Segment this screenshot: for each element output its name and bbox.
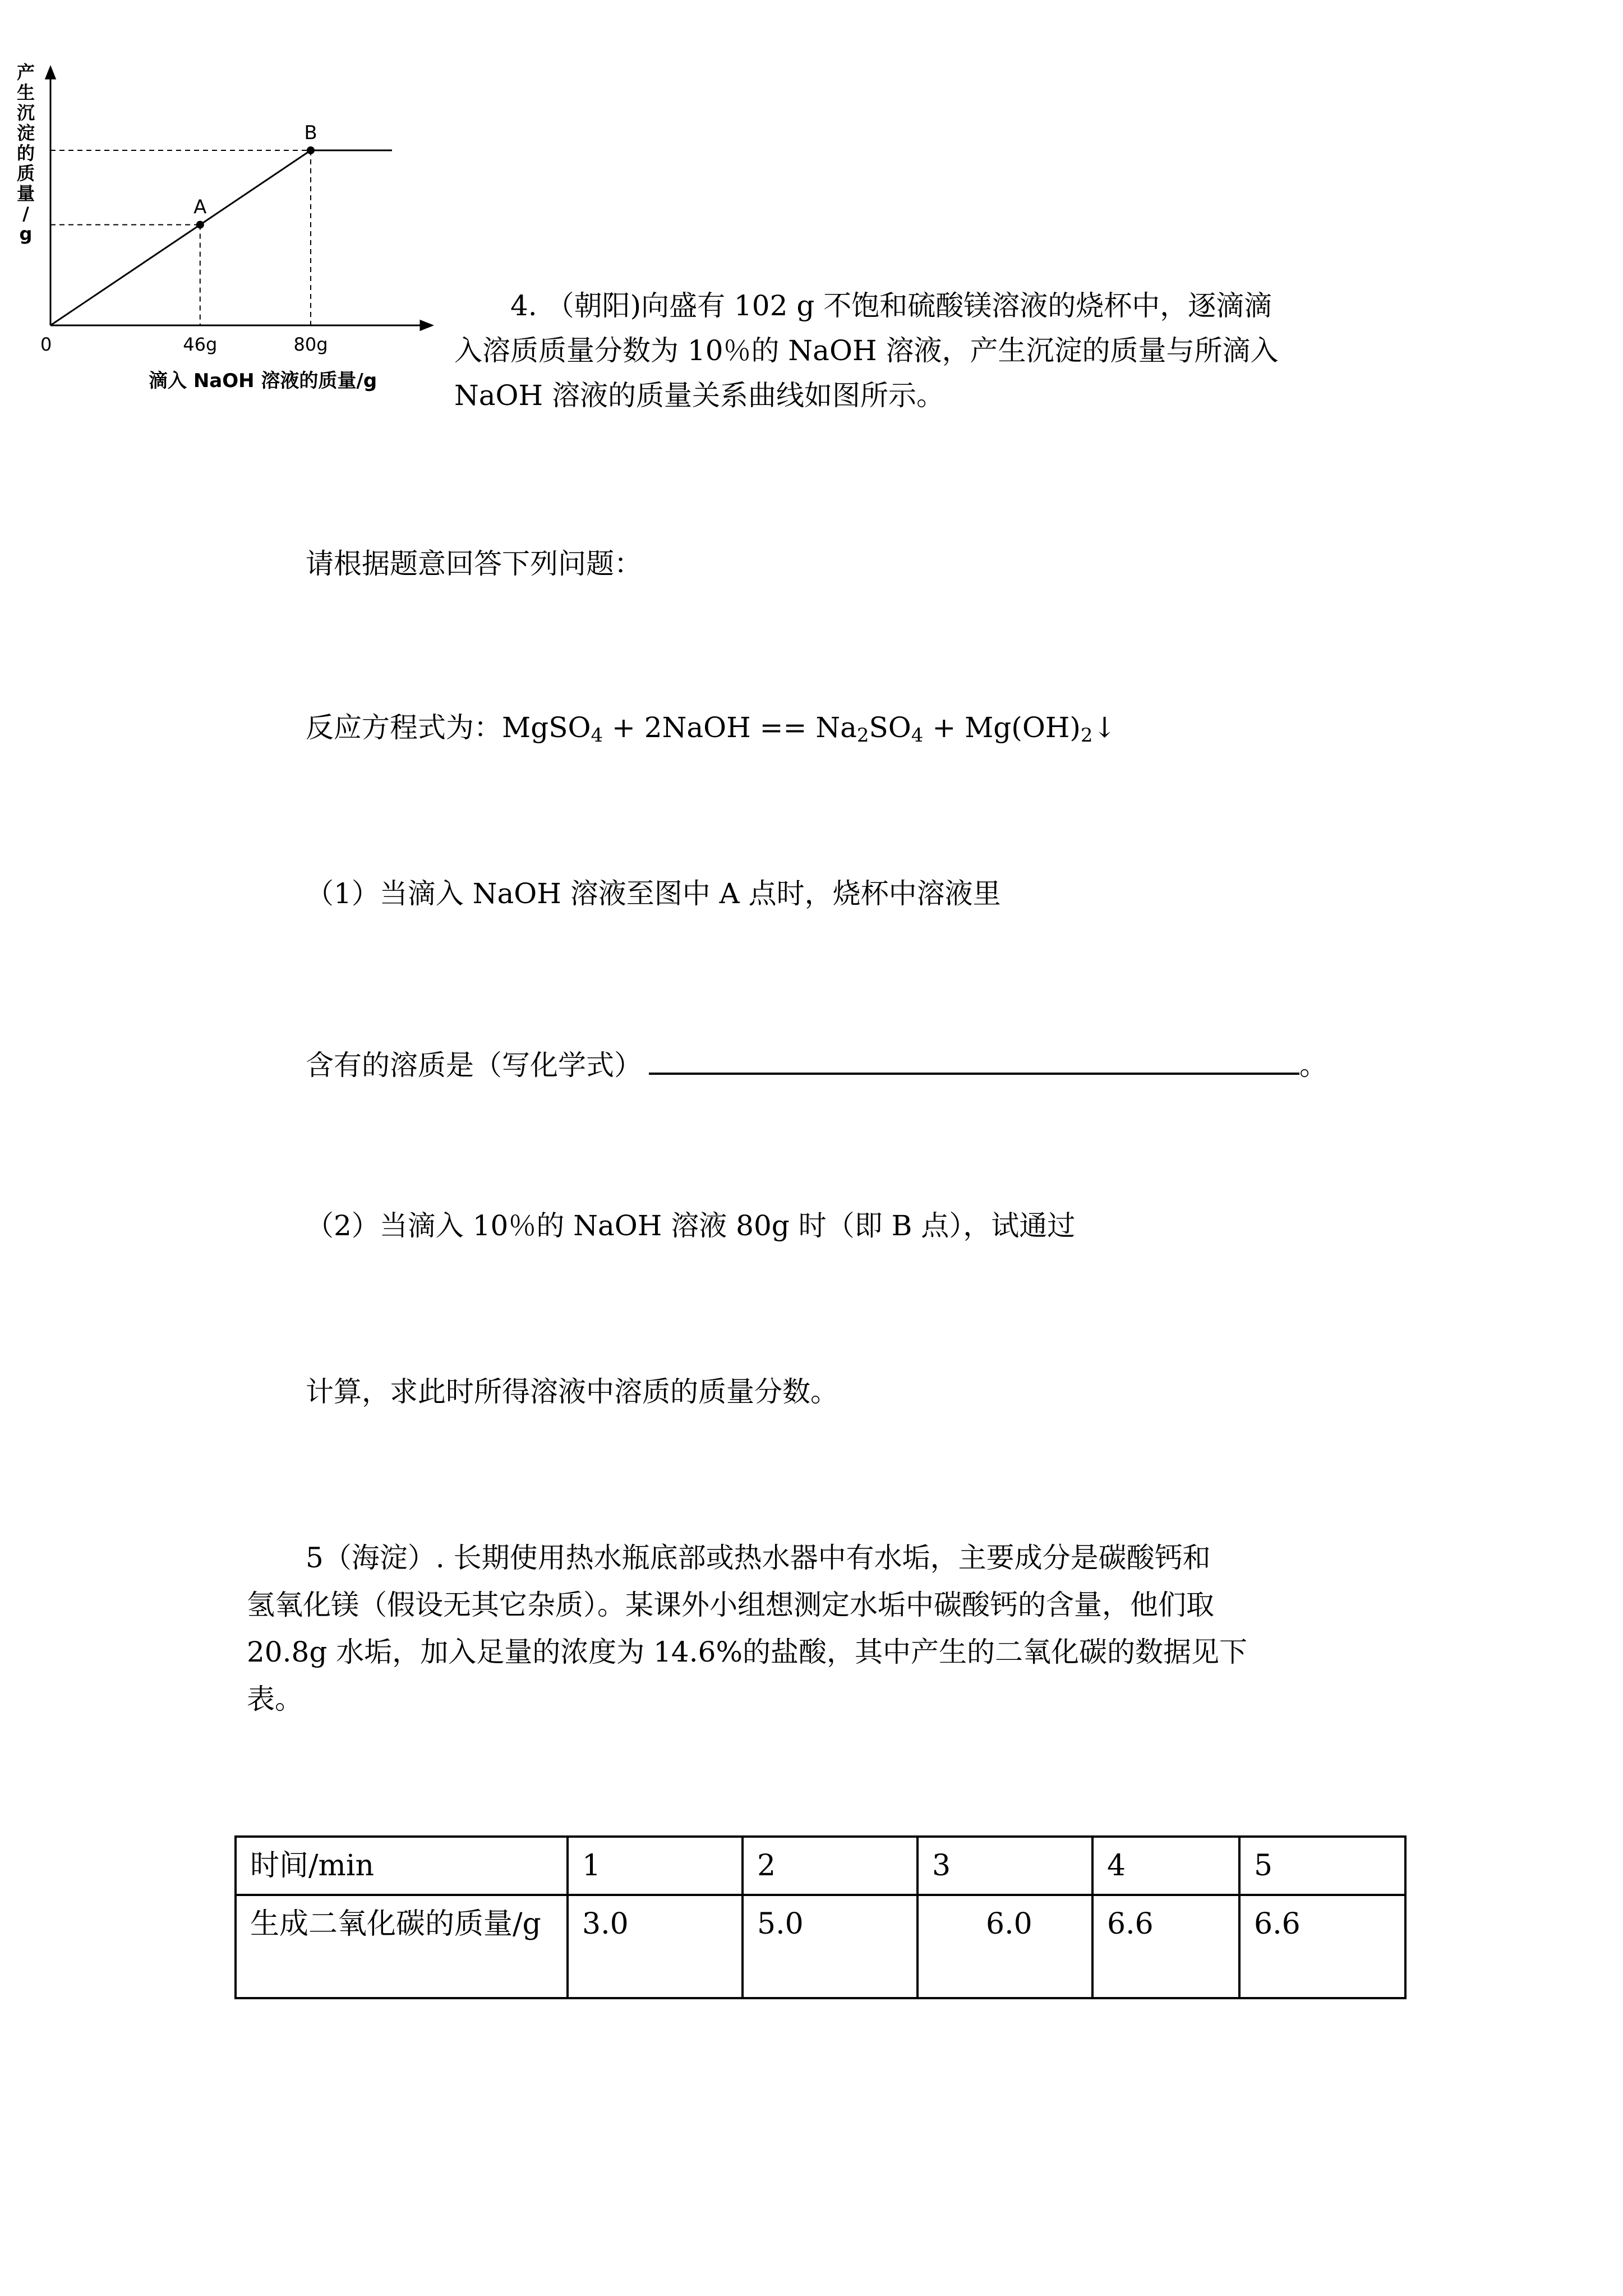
series-group: [50, 150, 392, 325]
point-a: [196, 221, 204, 229]
y-axis-label-char: 的: [16, 142, 35, 164]
equation-part-2: + 2NaOH == Na: [603, 711, 857, 744]
co2-data-table: [234, 1835, 1407, 1999]
value-cell-1: 3.0: [568, 1895, 743, 1998]
q4-part1-end: 。: [1299, 1049, 1327, 1082]
equation-part-3: SO: [869, 711, 911, 744]
y-axis-label-char: /: [22, 203, 29, 224]
series-segment: [50, 225, 200, 325]
x-axis-arrow: [421, 321, 432, 330]
q4-part2-line-2: 计算，求此时所得溶液中溶质的质量分数。: [306, 1375, 838, 1408]
row-label-cell: 生成二氧化碳的质量/g: [236, 1895, 568, 1998]
q4-line-3: NaOH 溶液的质量关系曲线如图所示。: [454, 379, 945, 412]
q5-line-3: 20.8g 水垢，加入足量的浓度为 14.6%的盐酸，其中产生的二氧化碳的数据见下: [247, 1636, 1247, 1668]
q4-part1-line-2: [306, 1047, 1327, 1082]
precipitate-arrow: ↓: [1092, 711, 1117, 744]
equation-part-4: + Mg(OH): [923, 711, 1081, 744]
equation-sub-3: 4: [911, 724, 924, 747]
y-axis-arrow: [46, 67, 55, 79]
reaction-equation: [306, 711, 1117, 747]
header-cell-1: 1: [568, 1837, 743, 1895]
equation-sub-4: 2: [1080, 724, 1093, 747]
origin-label: 0: [40, 334, 52, 355]
q5-line-1: 5（海淀）. 长期使用热水瓶底部或热水器中有水垢，主要成分是碳酸钙和: [306, 1542, 1211, 1574]
header-cell-4: 4: [1092, 1837, 1239, 1895]
y-axis-label-char: 质: [16, 163, 35, 184]
equation-sub-1: 4: [591, 724, 603, 747]
value-cell-3: 6.0: [917, 1895, 1092, 1998]
value-cell-4: 6.6: [1092, 1895, 1239, 1998]
answer-blank[interactable]: [649, 1047, 1299, 1075]
y-axis-label-char: 生: [16, 82, 35, 103]
value-cell-2: 5.0: [743, 1895, 917, 1998]
equation-sub-2: 2: [856, 724, 869, 747]
y-axis-label-char: 量: [16, 183, 35, 204]
x-tick-80g: 80g: [293, 334, 328, 355]
q5-line-2: 氢氧化镁（假设无其它杂质）。某课外小组想测定水垢中碳酸钙的含量，他们取: [247, 1589, 1214, 1621]
header-cell-3: 3: [917, 1837, 1092, 1895]
point-label-b: B: [304, 122, 317, 144]
q4-prompt: 请根据题意回答下列问题：: [306, 547, 642, 580]
q4-part1-line-1: （1）当滴入 NaOH 溶液至图中 A 点时，烧杯中溶液里: [306, 877, 1001, 910]
q4-part1-prompt: 含有的溶质是（写化学式）: [306, 1049, 642, 1082]
header-cell-2: 2: [743, 1837, 917, 1895]
point-b: [307, 146, 315, 154]
q4-line-1: 4. （朝阳)向盛有 102 g 不饱和硫酸镁溶液的烧杯中，逐滴滴: [510, 289, 1272, 322]
table-row: [236, 1895, 1405, 1998]
precipitate-mass-chart: [11, 56, 437, 415]
series-segment: [200, 150, 311, 225]
y-axis-label-char: 产: [16, 62, 35, 83]
x-axis-label: 滴入 NaOH 溶液的质量/g: [149, 370, 377, 392]
header-cell-5: 5: [1239, 1837, 1405, 1895]
equation-part-1: 反应方程式为：MgSO: [306, 711, 591, 744]
value-cell-5: 6.6: [1239, 1895, 1405, 1998]
q5-line-4: 表。: [247, 1683, 303, 1715]
q4-part2-line-1: （2）当滴入 10％的 NaOH 溶液 80g 时（即 B 点），试通过: [306, 1209, 1076, 1242]
q4-line-2: 入溶质质量分数为 10％的 NaOH 溶液，产生沉淀的质量与所滴入: [454, 334, 1279, 367]
y-axis-label-char: 淀: [16, 122, 35, 144]
y-axis-label-char: 沉: [16, 102, 35, 123]
x-tick-46g: 46g: [183, 334, 218, 355]
header-cell-time: 时间/min: [236, 1837, 568, 1895]
y-axis-label-char: g: [19, 223, 33, 245]
y-axis-label-group: [17, 62, 35, 245]
table-header-row: [236, 1837, 1405, 1895]
point-label-a: A: [193, 196, 207, 219]
